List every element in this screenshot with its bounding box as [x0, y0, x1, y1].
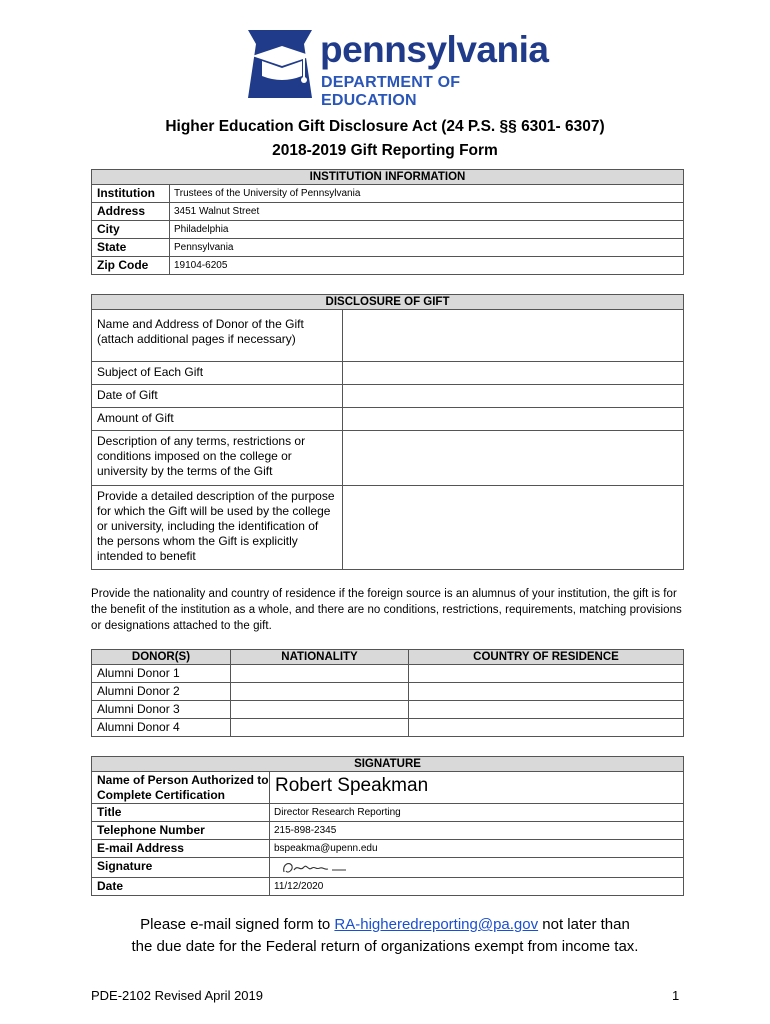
donor-country[interactable] [409, 701, 684, 719]
table-row [92, 772, 684, 804]
city-value[interactable]: Philadelphia [170, 221, 684, 239]
zip-label: Zip Code [92, 257, 170, 275]
title-label: Title [92, 804, 270, 822]
table-row [92, 878, 684, 896]
table-row [92, 665, 684, 683]
submission-email-link[interactable]: RA-higheredreporting@pa.gov [334, 916, 539, 933]
signature-header: SIGNATURE [92, 757, 684, 772]
table-row [92, 203, 684, 221]
date-label: Date [92, 878, 270, 896]
instruction-prefix: Please e-mail signed form to [140, 916, 335, 933]
table-row [92, 486, 684, 570]
logo-wordmark: pennsylvania [320, 29, 549, 70]
table-row [92, 221, 684, 239]
table-row [92, 431, 684, 486]
table-row [92, 701, 684, 719]
date-value[interactable]: 11/12/2020 [270, 878, 684, 896]
institution-label: Institution [92, 185, 170, 203]
table-row [92, 719, 684, 737]
email-label: E-mail Address [92, 840, 270, 858]
logo-department: DEPARTMENT OF EDUCATION [321, 74, 461, 109]
form-identifier: PDE-2102 Revised April 2019 [91, 988, 263, 1003]
donor-country[interactable] [409, 719, 684, 737]
institution-table [91, 169, 684, 275]
disclosure-header: DISCLOSURE OF GIFT [92, 295, 684, 310]
table-row [92, 858, 684, 878]
donor-name: Alumni Donor 4 [92, 719, 231, 737]
telephone-value[interactable]: 215-898-2345 [270, 822, 684, 840]
donor-name-address-label: Name and Address of Donor of the Gift (attach additional pages if necessary) [92, 310, 343, 362]
city-label: City [92, 221, 170, 239]
zip-value[interactable]: 19104-6205 [170, 257, 684, 275]
donor-nationality[interactable] [231, 683, 409, 701]
pa-education-logo [242, 26, 549, 109]
gift-date-label: Date of Gift [92, 385, 343, 408]
table-row [92, 239, 684, 257]
address-value[interactable]: 3451 Walnut Street [170, 203, 684, 221]
state-label: State [92, 239, 170, 257]
gift-purpose-value[interactable] [343, 486, 684, 570]
institution-header: INSTITUTION INFORMATION [92, 170, 684, 185]
nationality-column-header: NATIONALITY [231, 650, 409, 665]
gift-amount-value[interactable] [343, 408, 684, 431]
table-row [92, 185, 684, 203]
gift-purpose-label: Provide a detailed description of the purpose for which the Gift will be used by the college or university, including the identification of the persons whom the Gift is explicitly intended to benefit [92, 486, 343, 570]
donor-nationality[interactable] [231, 719, 409, 737]
address-label: Address [92, 203, 170, 221]
instruction-suffix: not later than [538, 916, 630, 933]
gift-date-value[interactable] [343, 385, 684, 408]
state-value[interactable]: Pennsylvania [170, 239, 684, 257]
gift-terms-value[interactable] [343, 431, 684, 486]
gift-terms-label: Description of any terms, restrictions or conditions imposed on the college or university by the terms of the Gift [92, 431, 343, 486]
country-column-header: COUNTRY OF RESIDENCE [409, 650, 684, 665]
telephone-label: Telephone Number [92, 822, 270, 840]
nationality-instructions: Provide the nationality and country of residence if the foreign source is an alumnus of your institution, the gift is for the benefit of the institution as a whole, and there are no conditions, restrictions, requirements, matching provisions or designations attached to the gift. [91, 588, 682, 632]
table-row [92, 385, 684, 408]
form-subtitle: 2018-2019 Gift Reporting Form [272, 142, 498, 159]
donor-country[interactable] [409, 683, 684, 701]
handwritten-signature-icon [280, 858, 350, 878]
disclosure-table [91, 294, 684, 570]
donors-column-header: DONOR(S) [92, 650, 231, 665]
authorized-name-value[interactable]: Robert Speakman [270, 772, 684, 804]
page-number: 1 [672, 988, 680, 1003]
title-value[interactable]: Director Research Reporting [270, 804, 684, 822]
donors-table [91, 649, 684, 737]
table-row [92, 408, 684, 431]
signature-label: Signature [92, 858, 270, 878]
donor-nationality[interactable] [231, 665, 409, 683]
table-row [92, 362, 684, 385]
institution-value[interactable]: Trustees of the University of Pennsylvania [170, 185, 684, 203]
donor-country[interactable] [409, 665, 684, 683]
donor-name: Alumni Donor 3 [92, 701, 231, 719]
submission-instructions-line1 [0, 915, 770, 935]
gift-subject-label: Subject of Each Gift [92, 362, 343, 385]
submission-instructions-line2: the due date for the Federal return of organizations exempt from income tax. [131, 938, 639, 955]
donor-name: Alumni Donor 1 [92, 665, 231, 683]
table-row [92, 310, 684, 362]
donor-nationality[interactable] [231, 701, 409, 719]
table-row [92, 257, 684, 275]
signature-table [91, 756, 684, 896]
gift-subject-value[interactable] [343, 362, 684, 385]
gift-amount-label: Amount of Gift [92, 408, 343, 431]
donor-name: Alumni Donor 2 [92, 683, 231, 701]
keystone-graduate-icon [242, 26, 318, 102]
table-row [92, 840, 684, 858]
email-value[interactable]: bspeakma@upenn.edu [270, 840, 684, 858]
donor-name-address-value[interactable] [343, 310, 684, 362]
form-title: Higher Education Gift Disclosure Act (24 P.S. §§ 6301- 6307) [165, 118, 605, 135]
table-row [92, 804, 684, 822]
table-row [92, 822, 684, 840]
authorized-name-label: Name of Person Authorized to Complete Certification [92, 772, 270, 804]
table-row [92, 683, 684, 701]
